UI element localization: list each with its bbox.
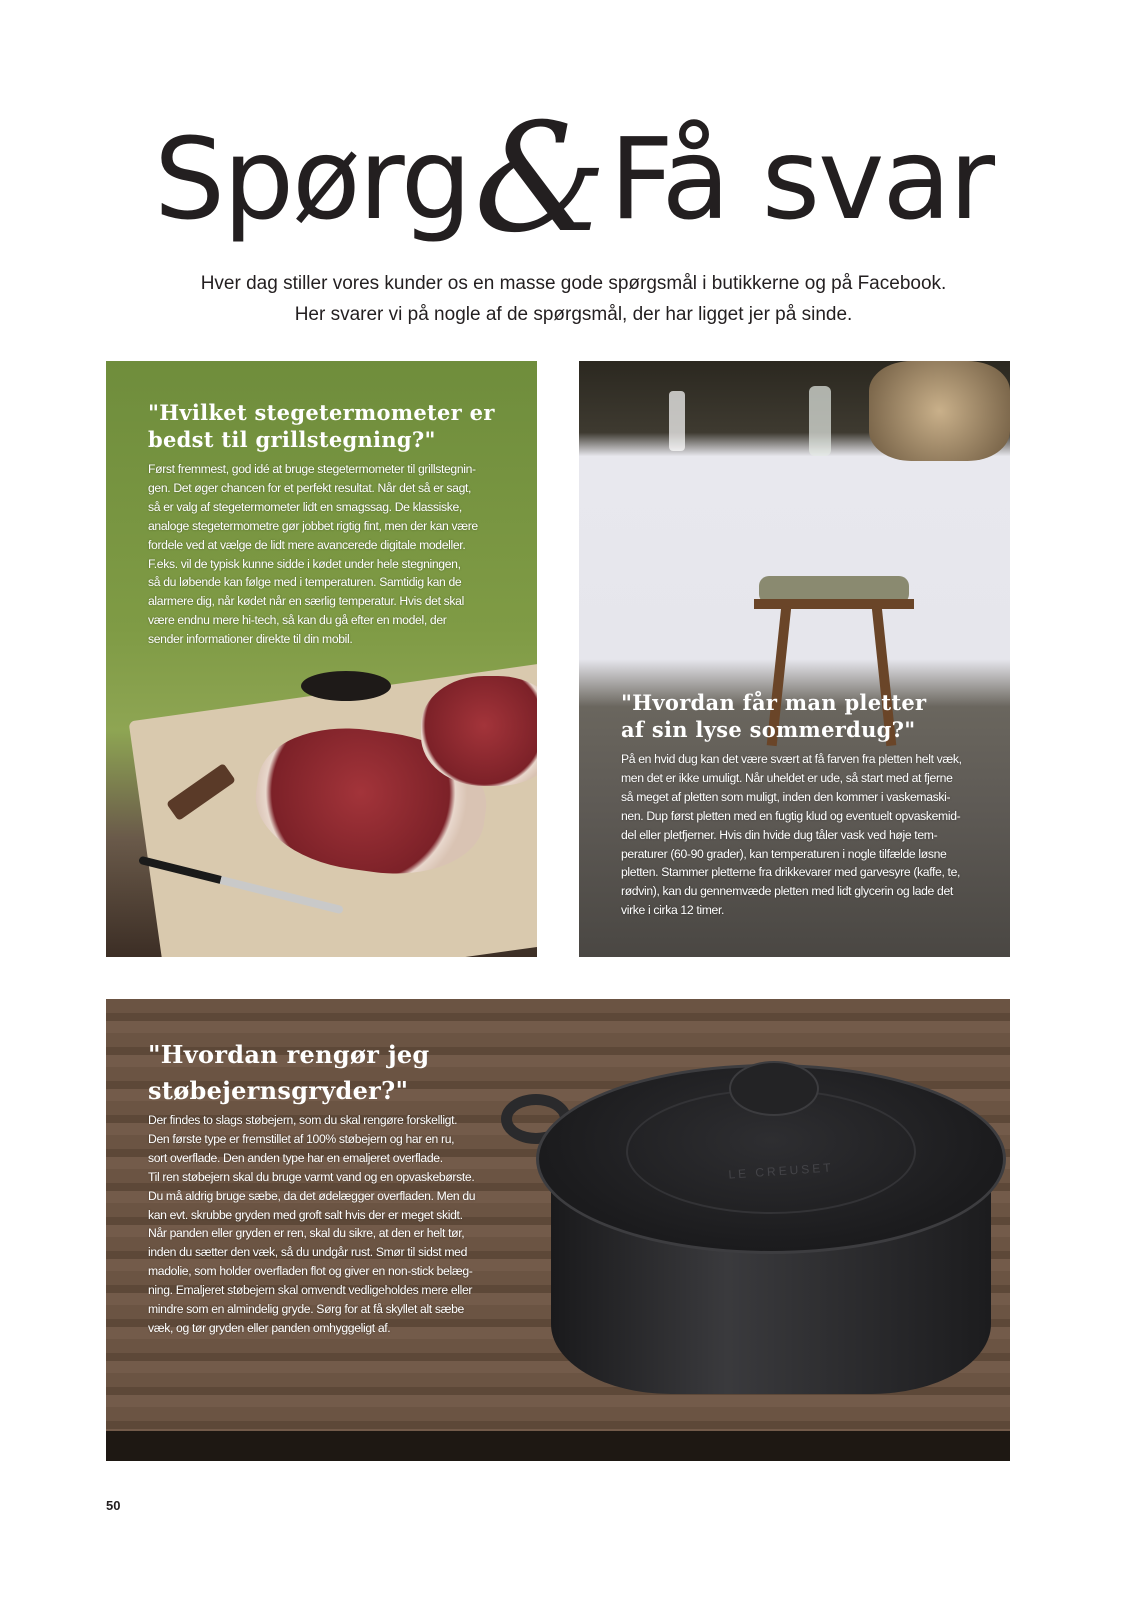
intro-line: Her svarer vi på nogle af de spørgsmål, der har ligget jer på sinde.	[294, 304, 853, 325]
title-left: Spørg	[153, 115, 470, 245]
article-tablecloth	[579, 361, 1010, 957]
title-ampersand: &	[473, 92, 606, 266]
article-body: Først fremmest, god idé at bruge stegetermometer til grillstegnin- gen. Det øger chancen for et perfekt resultat. Når det så er sagt, så er valg af stegetermometer lidt en smagssag. De klassiske, analoge stegetermometre gør jobbet rigtig fint, men der kan være fordele ved at vælge de lidt mere avancerede digitale modeller. F.eks. vil de typisk kunne sidde i kødet under hele stegningen, så du løbende kan følge med i temperaturen. Samtidig kan de alarmere dig, når kødet når en særlig temperatur. Hvis det skal være endnu mere hi-tech, så kan du gå efter en model, der sender informationer direkte til din mobil.	[148, 462, 478, 647]
article-heading: "Hvilket stegetermometer er bedst til grillstegning?"	[148, 400, 495, 452]
article-heading: "Hvordan rengør jeg støbejernsgryder?"	[148, 1040, 430, 1105]
pot-brand-logo: LE CREUSET	[727, 1160, 835, 1182]
article-heading: "Hvordan får man pletter af sin lyse sommerdug?"	[621, 690, 927, 742]
title-right: Få svar	[609, 115, 994, 245]
article-body: Der findes to slags støbejern, som du skal rengøre forskelligt. Den første type er fremstillet af 100% støbejern og har en ru, sort overflade. Den anden type har en emaljeret overflade. Til ren støbejern skal du bruge varmt vand og en opvaskebørste. Du må aldrig bruge sæbe, da det ødelægger overfladen. Men du kan evt. skrubbe gryden med groft salt hvis der er meget skidt. Når panden eller gryden er ren, skal du sikre, at den er helt tør, inden du sætter den væk, så du undgår rust. Smør til sidst med madolie, som holder overfladen flot og giver en non-stick belæg- ning. Emaljeret støbejern skal omvendt vedligeholdes mere eller mindre som en almindelig gryde. Sørg for at få skyllet alt sæbe væk, og tør gryden eller panden omhyggeligt af.	[148, 1113, 476, 1335]
intro-line: Hver dag stiller vores kunder os en masse gode spørgsmål i butikkerne og på Facebook.	[200, 273, 947, 294]
article-cast-iron	[106, 999, 1010, 1461]
article-thermometer	[106, 361, 537, 957]
page-number: 50	[106, 1498, 121, 1513]
intro-text	[0, 268, 1147, 330]
article-body: På en hvid dug kan det være svært at få farven fra pletten helt væk, men det er ikke umuligt. Når uheldet er ude, så start med at fjerne så meget af pletten som muligt, inden den kommer i vaskemaski- nen. Dup først pletten med en fugtig klud og eventuelt opvaskemid- del eller pletfjerner. Hvis din hvide dug tåler vask ved høje tem- peraturer (60-90 grader), kan temperaturen i nogle tilfælde løsne pletten. Stammer pletterne fra drikkevarer med garvesyre (kaffe, te, rødvin), kan du gennemvæde pletten med lidt glycerin og lade det virke i cirka 12 timer.	[621, 752, 962, 918]
page-title	[0, 80, 1147, 266]
